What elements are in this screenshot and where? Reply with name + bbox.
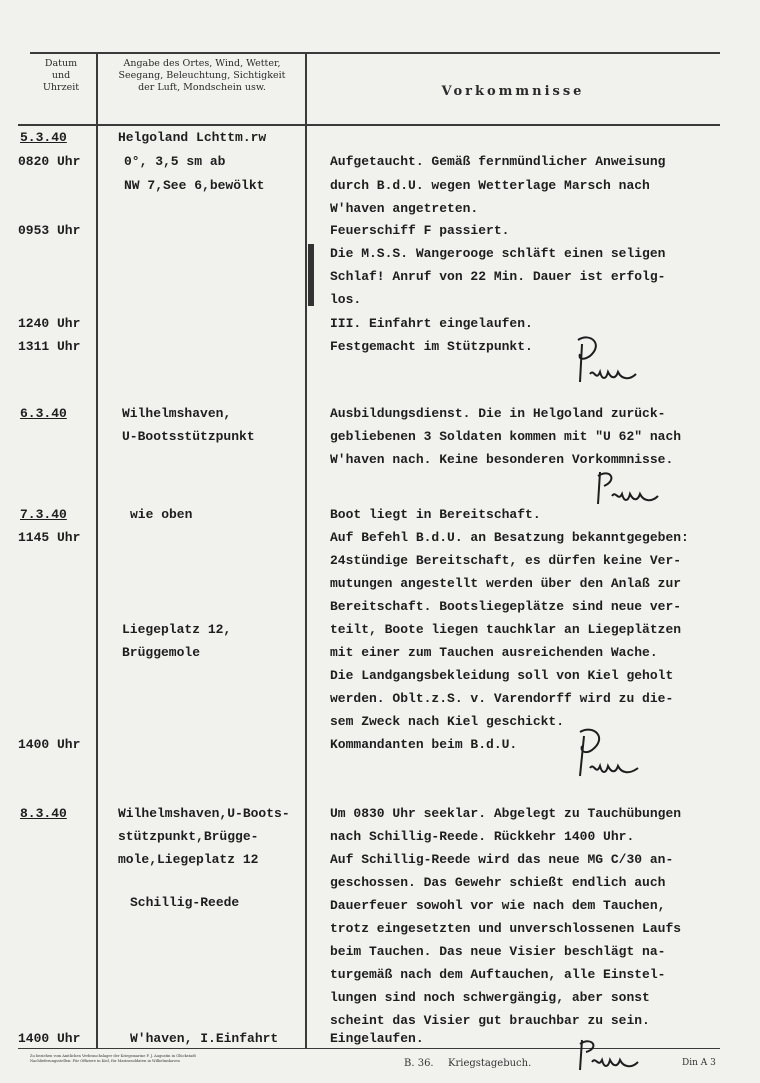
- entry-date: 5.3.40: [20, 130, 67, 145]
- event-text: nach Schillig-Reede. Rückkehr 1400 Uhr.: [330, 829, 635, 844]
- location-text: stützpunkt,Brügge-: [118, 829, 259, 844]
- event-text: W'haven nach. Keine besonderen Vorkommnisse.: [330, 452, 674, 467]
- column-divider-1: [96, 53, 98, 1048]
- event-text: teilt, Boote liegen tauchklar an Liegeplätzen: [330, 622, 682, 637]
- footer-supplier-line-2: Nachlieferungsstellen: Für Offiziere in Kiel, für Marinesoldaten in Wilhelmshaven: [30, 1059, 180, 1064]
- footer-supplier-line-1: Zu beziehen vom Amtlichen Verbrauchslager der Kriegsmarine F. J. Augustin in Glückstadt: [30, 1054, 196, 1059]
- event-text: los.: [330, 292, 362, 307]
- location-text: U-Bootsstützpunkt: [122, 429, 255, 444]
- event-text: Dauerfeuer sowohl vor wie nach dem Tauchen,: [330, 898, 666, 913]
- entry-date: 7.3.40: [20, 507, 67, 522]
- location-text: Helgoland Lchttm.rw: [118, 130, 267, 145]
- signature-prien: [574, 1036, 654, 1076]
- event-text: Aufgetaucht. Gemäß fernmündlicher Anweisung: [330, 154, 666, 169]
- event-text: Auf Befehl B.d.U. an Besatzung bekanntgegeben:: [330, 530, 689, 545]
- header-date-time: [30, 58, 92, 94]
- header-date-line: Datum: [44, 58, 78, 69]
- event-text: turgemäß nach dem Auftauchen, alle Einstel-: [330, 967, 666, 982]
- header-place-line-1: Angabe des Ortes, Wind, Wetter,: [123, 58, 281, 69]
- location-text: 0°, 3,5 sm ab: [124, 154, 226, 169]
- entry-time: 1400 Uhr: [18, 737, 81, 752]
- event-text: Bereitschaft. Bootsliegeplätze sind neue ver-: [330, 599, 682, 614]
- header-bottom-rule: [18, 124, 720, 126]
- location-text: W'haven, I.Einfahrt: [130, 1031, 279, 1046]
- entry-time: 1145 Uhr: [18, 530, 81, 545]
- event-text: Die Landgangsbekleidung soll von Kiel geholt: [330, 668, 674, 683]
- event-text: 24stündige Bereitschaft, es dürfen keine Ver-: [330, 553, 682, 568]
- margin-mark: [308, 244, 314, 306]
- event-text: Schlaf! Anruf von 22 Min. Dauer ist erfolg-: [330, 269, 666, 284]
- location-text: Wilhelmshaven,: [122, 406, 232, 421]
- location-text: wie oben: [130, 507, 193, 522]
- entry-time: 1400 Uhr: [18, 1031, 81, 1046]
- event-text: mit einer zum Tauchen ausreichenden Wache.: [330, 645, 658, 660]
- footer-supplier: [30, 1054, 399, 1068]
- location-text: Schillig-Reede: [130, 895, 240, 910]
- event-text: Feuerschiff F passiert.: [330, 223, 510, 238]
- event-text: Um 0830 Uhr seeklar. Abgelegt zu Tauchübungen: [330, 806, 682, 821]
- event-text: beim Tauchen. Das neue Visier beschlägt na-: [330, 944, 666, 959]
- header-and-line: und: [51, 70, 71, 81]
- event-text: Kommandanten beim B.d.U.: [330, 737, 518, 752]
- signature-prien: [560, 334, 650, 394]
- event-text: Ausbildungsdienst. Die in Helgoland zurück-: [330, 406, 666, 421]
- footer-form-title: Kriegstagebuch.: [448, 1058, 532, 1069]
- location-text: Brüggemole: [122, 645, 201, 660]
- event-text: III. Einfahrt eingelaufen.: [330, 316, 533, 331]
- event-text: lungen sind noch schwergängig, aber sonst: [330, 990, 650, 1005]
- event-text: gebliebenen 3 Soldaten kommen mit "U 62" nach: [330, 429, 682, 444]
- signature-prien: [592, 466, 672, 510]
- top-rule: [30, 52, 720, 54]
- header-time-line: Uhrzeit: [42, 82, 80, 93]
- entry-date: 8.3.40: [20, 806, 67, 821]
- event-text: durch B.d.U. wegen Wetterlage Marsch nach: [330, 178, 650, 193]
- signature-prien: [560, 726, 650, 786]
- event-text: Boot liegt in Bereitschaft.: [330, 507, 541, 522]
- entry-time: 0820 Uhr: [18, 154, 81, 169]
- header-place-line-3: der Luft, Mondschein usw.: [138, 82, 266, 93]
- footer-paper-size: Din A 3: [682, 1058, 716, 1068]
- header-place-line-2: Seegang, Beleuchtung, Sichtigkeit: [118, 70, 286, 81]
- event-text: Auf Schillig-Reede wird das neue MG C/30 an-: [330, 852, 674, 867]
- location-text: mole,Liegeplatz 12: [118, 852, 259, 867]
- event-text: scheint das Visier gut brauchbar zu sein.: [330, 1013, 650, 1028]
- location-text: Liegeplatz 12,: [122, 622, 232, 637]
- event-text: werden. Oblt.z.S. v. Varendorff wird zu die-: [330, 691, 674, 706]
- entry-time: 1311 Uhr: [18, 339, 81, 354]
- entry-time: 0953 Uhr: [18, 223, 81, 238]
- entry-time: 1240 Uhr: [18, 316, 81, 331]
- event-text: Eingelaufen.: [330, 1031, 424, 1046]
- footer-form-number: B. 36.: [404, 1058, 434, 1069]
- event-text: geschossen. Das Gewehr schießt endlich auch: [330, 875, 666, 890]
- header-events: Vorkommnisse: [441, 84, 585, 99]
- event-text: trotz eingesetzten und unverschlossenen Laufs: [330, 921, 682, 936]
- event-text: Die M.S.S. Wangerooge schläft einen seligen: [330, 246, 666, 261]
- event-text: sem Zweck nach Kiel geschickt.: [330, 714, 565, 729]
- weather-text: NW 7,See 6,bewölkt: [124, 178, 265, 193]
- event-text: mutungen angestellt werden über den Anlaß zur: [330, 576, 682, 591]
- entry-date: 6.3.40: [20, 406, 67, 421]
- column-divider-2: [305, 53, 307, 1048]
- event-text: W'haven angetreten.: [330, 201, 479, 216]
- header-place-weather: [100, 58, 304, 94]
- event-text: Festgemacht im Stützpunkt.: [330, 339, 533, 354]
- location-text: Wilhelmshaven,U-Boots-: [118, 806, 290, 821]
